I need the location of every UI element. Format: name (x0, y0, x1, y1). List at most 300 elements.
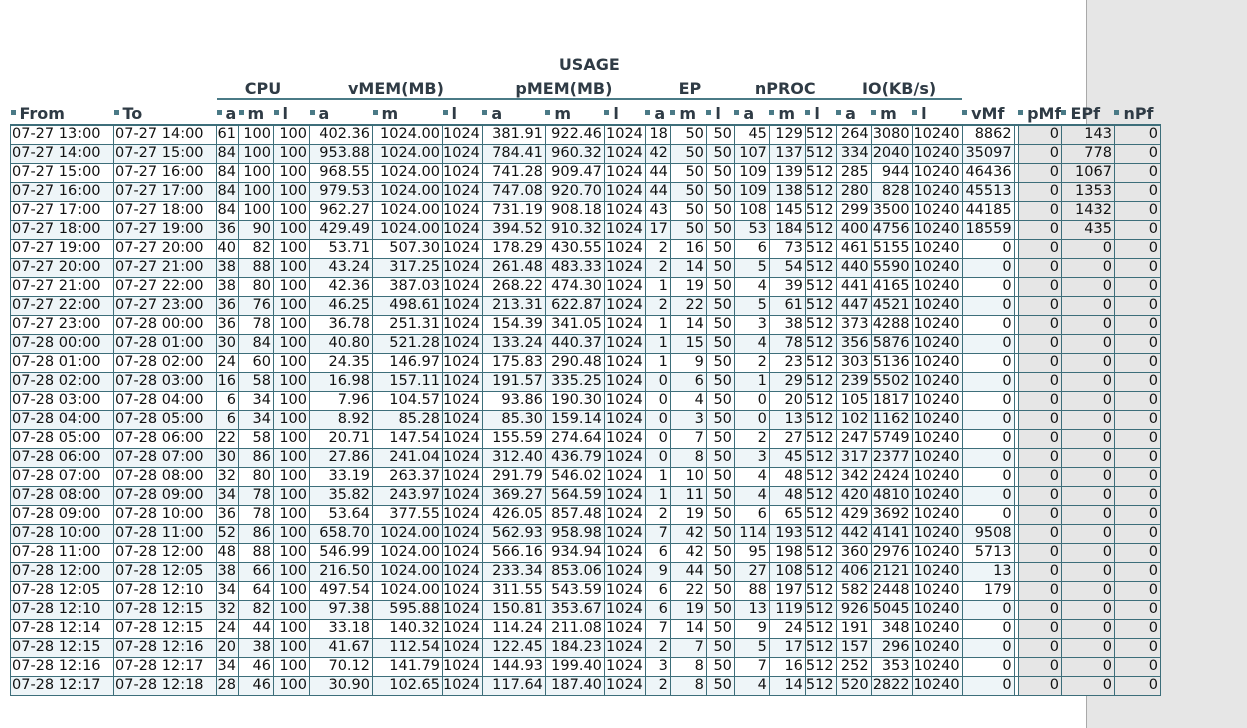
nproc-max-cell: 54 (769, 258, 805, 277)
cpu-avg-sort-header[interactable]: a (217, 99, 239, 125)
from-cell: 07-28 06:00 (11, 448, 114, 467)
vmf-cell: 0 (962, 296, 1014, 315)
io-max-cell: 296 (871, 638, 912, 657)
ep-max-cell: 8 (670, 676, 706, 695)
table-row (11, 638, 1161, 657)
cpu-limit-cell: 100 (274, 296, 310, 315)
from-sort-header[interactable]: From (11, 99, 114, 125)
ep-avg-sort-header[interactable]: a (645, 99, 670, 125)
io-max-cell: 2822 (871, 676, 912, 695)
nproc-max-cell: 23 (769, 353, 805, 372)
cpu-avg-cell: 30 (217, 334, 239, 353)
nproc-limit-cell: 512 (805, 277, 836, 296)
pmem-limit-cell: 1024 (604, 410, 645, 429)
from-cell: 07-28 10:00 (11, 524, 114, 543)
pmem-avg-cell: 114.24 (482, 619, 545, 638)
io-limit-cell: 10240 (912, 391, 962, 410)
cpu-max-cell: 88 (239, 543, 274, 562)
vmem-avg-cell: 402.36 (310, 125, 373, 144)
vmem-avg-sort-header[interactable]: a (310, 99, 373, 125)
table-row (11, 429, 1161, 448)
ep-avg-cell: 0 (645, 391, 670, 410)
io-max-cell: 2424 (871, 467, 912, 486)
pmf-cell: 0 (1018, 391, 1061, 410)
vmem-max-cell: 104.57 (373, 391, 443, 410)
from-cell: 07-27 21:00 (11, 277, 114, 296)
pmem-max-cell: 341.05 (545, 315, 604, 334)
nproc-limit-cell: 512 (805, 239, 836, 258)
pmem-limit-cell: 1024 (604, 486, 645, 505)
vmem-max-sort-header[interactable]: m (373, 99, 443, 125)
pmf-cell: 0 (1018, 334, 1061, 353)
nproc-limit-cell: 512 (805, 144, 836, 163)
io-max-cell: 944 (871, 163, 912, 182)
vmf-cell: 0 (962, 638, 1014, 657)
pmem-limit-cell: 1024 (604, 239, 645, 258)
from-cell: 07-28 00:00 (11, 334, 114, 353)
vmf-cell: 0 (962, 429, 1014, 448)
vmem-max-cell: 141.79 (373, 657, 443, 676)
cpu-max-cell: 44 (239, 619, 274, 638)
nproc-avg-cell: 3 (734, 315, 769, 334)
vmf-cell: 5713 (962, 543, 1014, 562)
pmem-max-cell: 910.32 (545, 220, 604, 239)
nproc-max-cell: 145 (769, 201, 805, 220)
cpu-limit-cell: 100 (274, 239, 310, 258)
ep-limit-cell: 50 (706, 239, 734, 258)
vmem-limit-cell: 1024 (443, 562, 483, 581)
pmem-avg-cell: 133.24 (482, 334, 545, 353)
io-limit-sort-header[interactable]: l (912, 99, 962, 125)
vmf-cell: 46436 (962, 163, 1014, 182)
cpu-avg-cell: 32 (217, 467, 239, 486)
epf-cell: 0 (1061, 467, 1114, 486)
vmf-cell: 179 (962, 581, 1014, 600)
nproc-max-cell: 138 (769, 182, 805, 201)
vmem-max-cell: 1024.00 (373, 163, 443, 182)
cpu-avg-cell: 84 (217, 201, 239, 220)
to-cell: 07-28 08:00 (114, 467, 217, 486)
io-max-cell: 3692 (871, 505, 912, 524)
table-row (11, 144, 1161, 163)
ep-avg-cell: 0 (645, 372, 670, 391)
npf-cell: 0 (1114, 524, 1160, 543)
vmem-max-cell: 498.61 (373, 296, 443, 315)
to-cell: 07-28 07:00 (114, 448, 217, 467)
pmf-cell: 0 (1018, 600, 1061, 619)
nproc-avg-sort-header[interactable]: a (734, 99, 769, 125)
pmem-limit-cell: 1024 (604, 467, 645, 486)
to-cell: 07-27 23:00 (114, 296, 217, 315)
io-avg-cell: 299 (836, 201, 871, 220)
pmem-limit-cell: 1024 (604, 543, 645, 562)
nproc-avg-cell: 4 (734, 486, 769, 505)
table-row (11, 581, 1161, 600)
ep-max-cell: 14 (670, 258, 706, 277)
epf-cell: 0 (1061, 429, 1114, 448)
nproc-max-cell: 29 (769, 372, 805, 391)
from-cell: 07-28 12:16 (11, 657, 114, 676)
from-cell: 07-28 08:00 (11, 486, 114, 505)
ep-limit-cell: 50 (706, 296, 734, 315)
ep-limit-cell: 50 (706, 315, 734, 334)
ep-limit-cell: 50 (706, 258, 734, 277)
table-row (11, 239, 1161, 258)
vmf-sort-header[interactable]: vMf (962, 99, 1014, 125)
from-cell: 07-27 23:00 (11, 315, 114, 334)
ep-avg-cell: 7 (645, 524, 670, 543)
table-row (11, 353, 1161, 372)
ep-limit-cell: 50 (706, 182, 734, 201)
nproc-avg-cell: 2 (734, 429, 769, 448)
nproc-avg-cell: 5 (734, 638, 769, 657)
vmem-limit-sort-header[interactable]: l (443, 99, 483, 125)
cpu-avg-cell: 84 (217, 163, 239, 182)
pmf-cell: 0 (1018, 353, 1061, 372)
nproc-max-cell: 137 (769, 144, 805, 163)
ep-limit-cell: 50 (706, 372, 734, 391)
io-avg-cell: 191 (836, 619, 871, 638)
io-avg-cell: 360 (836, 543, 871, 562)
cpu-max-cell: 86 (239, 524, 274, 543)
ep-avg-cell: 0 (645, 429, 670, 448)
epf-cell: 0 (1061, 334, 1114, 353)
ep-max-sort-header[interactable]: m (670, 99, 706, 125)
ep-avg-cell: 1 (645, 467, 670, 486)
nproc-limit-cell: 512 (805, 467, 836, 486)
vmem-max-cell: 1024.00 (373, 220, 443, 239)
vmem-limit-cell: 1024 (443, 372, 483, 391)
from-cell: 07-28 12:17 (11, 676, 114, 695)
vmem-max-cell: 507.30 (373, 239, 443, 258)
nproc-limit-cell: 512 (805, 619, 836, 638)
cpu-limit-cell: 100 (274, 581, 310, 600)
pmem-limit-cell: 1024 (604, 638, 645, 657)
epf-cell: 0 (1061, 486, 1114, 505)
pmf-cell: 0 (1018, 619, 1061, 638)
to-cell: 07-28 12:05 (114, 562, 217, 581)
nproc-limit-cell: 512 (805, 258, 836, 277)
npf-cell: 0 (1114, 562, 1160, 581)
table-row (11, 505, 1161, 524)
pmem-limit-cell: 1024 (604, 524, 645, 543)
io-avg-sort-header[interactable]: a (836, 99, 871, 125)
io-max-cell: 2976 (871, 543, 912, 562)
cpu-avg-cell: 38 (217, 562, 239, 581)
spacer (11, 74, 217, 99)
ep-limit-cell: 50 (706, 467, 734, 486)
nproc-max-cell: 197 (769, 581, 805, 600)
vmem-max-cell: 1024.00 (373, 144, 443, 163)
nproc-limit-cell: 512 (805, 353, 836, 372)
cpu-max-cell: 46 (239, 676, 274, 695)
table-row (11, 657, 1161, 676)
ep-avg-cell: 2 (645, 296, 670, 315)
epf-cell: 0 (1061, 277, 1114, 296)
to-cell: 07-28 11:00 (114, 524, 217, 543)
cpu-max-cell: 88 (239, 258, 274, 277)
ep-limit-cell: 50 (706, 619, 734, 638)
pmem-max-cell: 960.32 (545, 144, 604, 163)
pmem-max-sort-header[interactable]: m (545, 99, 604, 125)
epf-cell: 0 (1061, 258, 1114, 277)
nproc-avg-cell: 9 (734, 619, 769, 638)
io-limit-cell: 10240 (912, 429, 962, 448)
nproc-max-cell: 17 (769, 638, 805, 657)
ep-avg-cell: 6 (645, 543, 670, 562)
from-cell: 07-27 14:00 (11, 144, 114, 163)
ep-limit-cell: 50 (706, 638, 734, 657)
pmem-max-cell: 564.59 (545, 486, 604, 505)
vmem-limit-cell: 1024 (443, 163, 483, 182)
ep-avg-cell: 6 (645, 581, 670, 600)
io-limit-cell: 10240 (912, 258, 962, 277)
nproc-avg-cell: 5 (734, 296, 769, 315)
pmem-limit-cell: 1024 (604, 562, 645, 581)
cpu-max-cell: 78 (239, 505, 274, 524)
nproc-limit-cell: 512 (805, 182, 836, 201)
io-limit-cell: 10240 (912, 144, 962, 163)
epf-cell: 0 (1061, 391, 1114, 410)
io-limit-cell: 10240 (912, 125, 962, 144)
ep-limit-sort-header[interactable]: l (706, 99, 734, 125)
nproc-avg-cell: 109 (734, 163, 769, 182)
nproc-avg-cell: 109 (734, 182, 769, 201)
vmem-limit-cell: 1024 (443, 201, 483, 220)
npf-cell: 0 (1114, 258, 1160, 277)
pmem-avg-sort-header[interactable]: a (482, 99, 545, 125)
cpu-max-cell: 46 (239, 657, 274, 676)
pmem-avg-cell: 731.19 (482, 201, 545, 220)
ep-avg-cell: 0 (645, 448, 670, 467)
npf-cell: 0 (1114, 581, 1160, 600)
nproc-avg-cell: 0 (734, 410, 769, 429)
ep-max-cell: 10 (670, 467, 706, 486)
table-row (11, 562, 1161, 581)
cpu-avg-cell: 24 (217, 619, 239, 638)
io-avg-cell: 447 (836, 296, 871, 315)
ep-avg-cell: 1 (645, 486, 670, 505)
io-limit-cell: 10240 (912, 543, 962, 562)
ep-limit-cell: 50 (706, 524, 734, 543)
ep-limit-cell: 50 (706, 676, 734, 695)
cpu-limit-cell: 100 (274, 429, 310, 448)
io-limit-cell: 10240 (912, 562, 962, 581)
to-cell: 07-28 09:00 (114, 486, 217, 505)
nproc-limit-sort-header[interactable]: l (805, 99, 836, 125)
nproc-limit-cell: 512 (805, 657, 836, 676)
io-avg-cell: 429 (836, 505, 871, 524)
cpu-max-cell: 58 (239, 429, 274, 448)
to-cell: 07-28 10:00 (114, 505, 217, 524)
io-avg-cell: 356 (836, 334, 871, 353)
pmem-avg-cell: 191.57 (482, 372, 545, 391)
nproc-limit-cell: 512 (805, 524, 836, 543)
ep-max-cell: 42 (670, 524, 706, 543)
io-max-cell: 5136 (871, 353, 912, 372)
cpu-max-cell: 66 (239, 562, 274, 581)
io-avg-cell: 252 (836, 657, 871, 676)
cpu-max-sort-header[interactable]: m (239, 99, 274, 125)
from-cell: 07-28 12:00 (11, 562, 114, 581)
nproc-max-cell: 119 (769, 600, 805, 619)
table-row (11, 676, 1161, 695)
io-avg-cell: 334 (836, 144, 871, 163)
vmem-max-cell: 1024.00 (373, 524, 443, 543)
nproc-avg-cell: 45 (734, 125, 769, 144)
vmf-cell: 0 (962, 334, 1014, 353)
epf-cell: 0 (1061, 372, 1114, 391)
npf-sort-header[interactable]: nPf (1114, 99, 1160, 125)
nproc-limit-cell: 512 (805, 391, 836, 410)
vmem-max-cell: 241.04 (373, 448, 443, 467)
io-limit-cell: 10240 (912, 524, 962, 543)
ep-max-cell: 8 (670, 448, 706, 467)
pmem-max-cell: 211.08 (545, 619, 604, 638)
nproc-avg-cell: 4 (734, 676, 769, 695)
vmem-avg-cell: 33.19 (310, 467, 373, 486)
cpu-avg-cell: 36 (217, 220, 239, 239)
nproc-limit-cell: 512 (805, 315, 836, 334)
pmem-limit-cell: 1024 (604, 125, 645, 144)
to-cell: 07-27 21:00 (114, 258, 217, 277)
nproc-max-cell: 184 (769, 220, 805, 239)
cpu-avg-cell: 16 (217, 372, 239, 391)
io-max-cell: 4521 (871, 296, 912, 315)
table-row (11, 524, 1161, 543)
vmem-avg-cell: 70.12 (310, 657, 373, 676)
pmf-sort-header[interactable]: pMf (1018, 99, 1061, 125)
vmem-avg-cell: 968.55 (310, 163, 373, 182)
nproc-limit-cell: 512 (805, 543, 836, 562)
ep-avg-cell: 6 (645, 600, 670, 619)
nproc-limit-cell: 512 (805, 125, 836, 144)
table-row (11, 619, 1161, 638)
io-limit-cell: 10240 (912, 182, 962, 201)
npf-cell: 0 (1114, 486, 1160, 505)
ep-max-cell: 42 (670, 543, 706, 562)
pmf-cell: 0 (1018, 448, 1061, 467)
npf-cell: 0 (1114, 239, 1160, 258)
nproc-max-cell: 78 (769, 334, 805, 353)
io-max-sort-header[interactable]: m (871, 99, 912, 125)
pmem-avg-cell: 144.93 (482, 657, 545, 676)
pmem-max-cell: 909.47 (545, 163, 604, 182)
io-max-cell: 5502 (871, 372, 912, 391)
vmf-cell: 9508 (962, 524, 1014, 543)
npf-cell: 0 (1114, 277, 1160, 296)
epf-cell: 0 (1061, 296, 1114, 315)
io-avg-cell: 102 (836, 410, 871, 429)
vmem-limit-cell: 1024 (443, 144, 483, 163)
pmem-max-cell: 546.02 (545, 467, 604, 486)
pmem-limit-cell: 1024 (604, 220, 645, 239)
cpu-avg-cell: 6 (217, 391, 239, 410)
to-cell: 07-28 12:16 (114, 638, 217, 657)
table-row (11, 201, 1161, 220)
to-sort-header[interactable]: To (114, 99, 217, 125)
pmem-max-cell: 187.40 (545, 676, 604, 695)
vmem-limit-cell: 1024 (443, 277, 483, 296)
npf-cell: 0 (1114, 334, 1160, 353)
pmf-cell: 0 (1018, 372, 1061, 391)
io-max-cell: 4141 (871, 524, 912, 543)
nproc-avg-cell: 6 (734, 239, 769, 258)
vmf-cell: 0 (962, 353, 1014, 372)
to-cell: 07-28 03:00 (114, 372, 217, 391)
vmem-max-cell: 243.97 (373, 486, 443, 505)
ep-limit-cell: 50 (706, 543, 734, 562)
cpu-avg-cell: 38 (217, 277, 239, 296)
ep-max-cell: 50 (670, 163, 706, 182)
vmem-limit-cell: 1024 (443, 258, 483, 277)
vmem-avg-cell: 33.18 (310, 619, 373, 638)
pmem-avg-cell: 233.34 (482, 562, 545, 581)
io-limit-cell: 10240 (912, 505, 962, 524)
cpu-max-cell: 64 (239, 581, 274, 600)
io-limit-cell: 10240 (912, 448, 962, 467)
spacer (11, 52, 217, 74)
vmem-limit-cell: 1024 (443, 467, 483, 486)
pmem-limit-sort-header[interactable]: l (604, 99, 645, 125)
cpu-max-cell: 86 (239, 448, 274, 467)
nproc-avg-cell: 5 (734, 258, 769, 277)
from-cell: 07-28 03:00 (11, 391, 114, 410)
npf-cell: 0 (1114, 543, 1160, 562)
epf-sort-header[interactable]: EPf (1061, 99, 1114, 125)
pmem-max-cell: 440.37 (545, 334, 604, 353)
ep-limit-cell: 50 (706, 600, 734, 619)
io-max-cell: 2040 (871, 144, 912, 163)
pmem-avg-cell: 93.86 (482, 391, 545, 410)
nproc-max-sort-header[interactable]: m (769, 99, 805, 125)
nproc-limit-cell: 512 (805, 372, 836, 391)
cpu-max-cell: 58 (239, 372, 274, 391)
ep-limit-cell: 50 (706, 201, 734, 220)
pmf-cell: 0 (1018, 125, 1061, 144)
pmem-avg-cell: 784.41 (482, 144, 545, 163)
pmem-avg-cell: 178.29 (482, 239, 545, 258)
cpu-limit-sort-header[interactable]: l (274, 99, 310, 125)
nproc-avg-cell: 3 (734, 448, 769, 467)
to-cell: 07-27 15:00 (114, 144, 217, 163)
cpu-limit-cell: 100 (274, 562, 310, 581)
cpu-max-cell: 100 (239, 125, 274, 144)
ep-avg-cell: 2 (645, 676, 670, 695)
pmem-avg-cell: 741.28 (482, 163, 545, 182)
nproc-max-cell: 27 (769, 429, 805, 448)
ep-avg-cell: 0 (645, 410, 670, 429)
from-cell: 07-28 04:00 (11, 410, 114, 429)
ep-max-cell: 7 (670, 638, 706, 657)
ep-avg-cell: 2 (645, 258, 670, 277)
vmf-cell: 0 (962, 315, 1014, 334)
nproc-max-cell: 13 (769, 410, 805, 429)
cpu-limit-cell: 100 (274, 410, 310, 429)
npf-cell: 0 (1114, 353, 1160, 372)
cpu-avg-cell: 38 (217, 258, 239, 277)
io-limit-cell: 10240 (912, 486, 962, 505)
epf-cell: 0 (1061, 543, 1114, 562)
vmem-max-cell: 1024.00 (373, 182, 443, 201)
pmem-max-cell: 857.48 (545, 505, 604, 524)
ep-max-cell: 9 (670, 353, 706, 372)
vmem-max-cell: 1024.00 (373, 125, 443, 144)
vmem-limit-cell: 1024 (443, 638, 483, 657)
cpu-limit-cell: 100 (274, 315, 310, 334)
vmem-avg-cell: 953.88 (310, 144, 373, 163)
ep-max-cell: 19 (670, 277, 706, 296)
